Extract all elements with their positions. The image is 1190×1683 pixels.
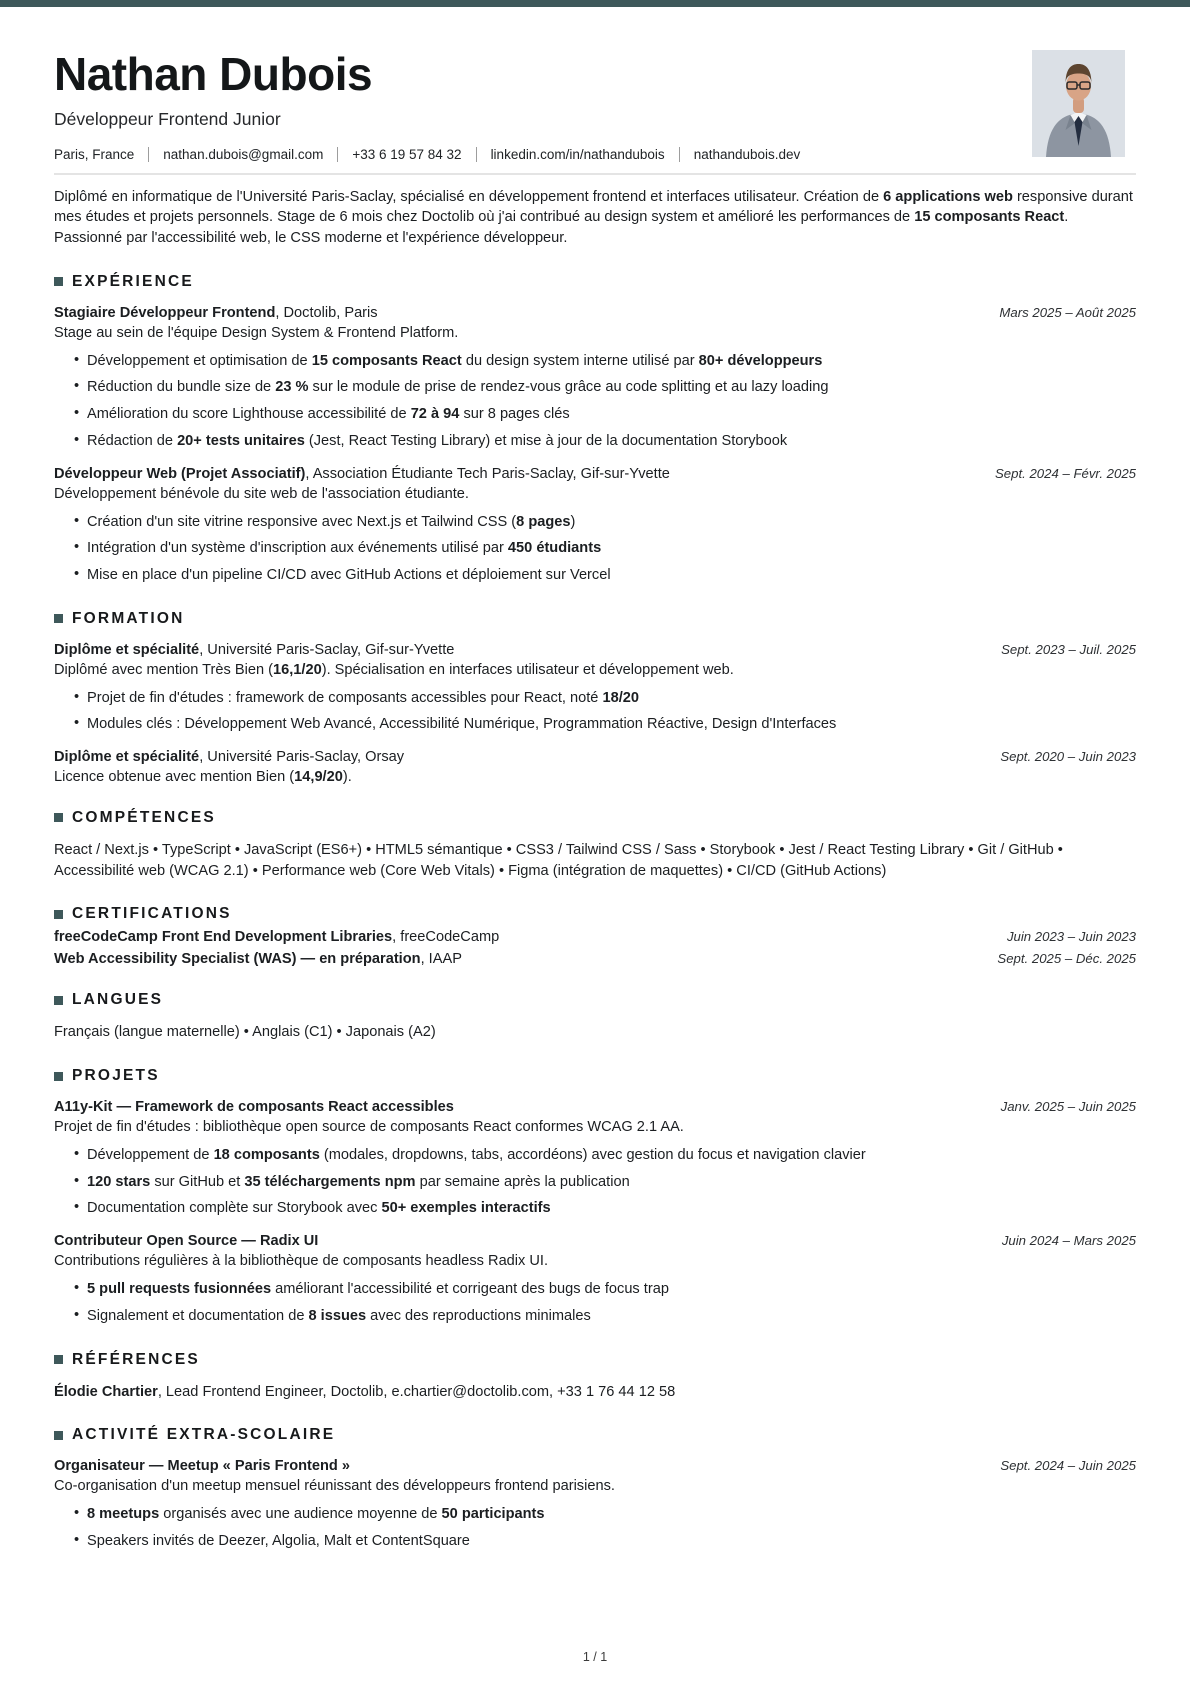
bold-text: Élodie Chartier xyxy=(54,1383,158,1400)
entry-header-row xyxy=(54,305,1136,321)
entry-bullet-list xyxy=(54,352,1136,452)
bold-text: 15 composants React xyxy=(914,209,1065,226)
text: , Université Paris-Saclay, Gif-sur-Yvette xyxy=(199,641,455,658)
bold-text: 18 composants xyxy=(213,1147,320,1164)
entry-subtitle xyxy=(54,325,1136,341)
bold-text: 450 étudiants xyxy=(507,540,602,557)
header-divider xyxy=(54,173,1136,175)
bold-text: 120 stars xyxy=(87,1173,151,1190)
entry-subtitle xyxy=(54,662,1136,678)
bullet-item xyxy=(87,1199,1136,1219)
section-competences xyxy=(54,809,1136,881)
entry xyxy=(54,466,1136,586)
section-langues xyxy=(54,991,1136,1043)
section-marker-icon xyxy=(54,614,63,623)
text: ). Spécialisation en interfaces utilisateur et développement web. xyxy=(321,661,734,678)
text: Rédaction de xyxy=(87,432,178,449)
bold-text: Stagiaire Développeur Frontend xyxy=(54,304,276,321)
text: Français (langue maternelle) • Anglais (C1) • Japonais (A2) xyxy=(54,1024,436,1041)
bold-text: Diplôme et spécialité xyxy=(54,748,200,765)
section-projets xyxy=(54,1067,1136,1326)
entry-subtitle xyxy=(54,769,1136,785)
entry xyxy=(54,749,1136,785)
entry-title xyxy=(54,1458,350,1474)
section-marker-icon xyxy=(54,1072,63,1081)
bullet-item xyxy=(87,1280,1136,1300)
entry-header-row xyxy=(54,749,1136,765)
text: Développement de xyxy=(87,1147,214,1164)
bullet-item xyxy=(87,715,1136,735)
contact-item: nathandubois.dev xyxy=(693,146,801,162)
section-title: EXPÉRIENCE xyxy=(72,272,194,290)
text: Modules clés : Développement Web Avancé, Accessibilité Numérique, Programmation Réactive, Design d'Interfaces xyxy=(87,716,837,733)
section-title: LANGUES xyxy=(72,991,164,1009)
text: (modales, dropdowns, tabs, accordéons) avec gestion du focus et navigation clavier xyxy=(319,1147,866,1164)
entry xyxy=(54,305,1136,452)
text: Diplômé en informatique de l'Université Paris-Saclay, spécialisé en développement frontend et interfaces utilisateur. Création de xyxy=(54,188,884,205)
bold-text: freeCodeCamp Front End Development Libraries xyxy=(54,929,393,946)
entry-title xyxy=(54,929,499,945)
face-shape xyxy=(1066,72,1091,101)
section-references xyxy=(54,1351,1136,1403)
entry-bullet-list xyxy=(54,1280,1136,1326)
entry xyxy=(54,1233,1136,1326)
contact-item: +33 6 19 57 84 32 xyxy=(352,146,462,162)
entry-date: Mars 2025 – Août 2025 xyxy=(999,304,1136,320)
text: organisés avec une audience moyenne de xyxy=(159,1506,442,1523)
bold-text: Web Accessibility Specialist (WAS) — en préparation xyxy=(54,951,421,968)
entry-date: Juin 2024 – Mars 2025 xyxy=(1001,1233,1136,1249)
entry-subtitle xyxy=(54,1253,1136,1269)
profile-photo xyxy=(1032,50,1125,157)
text: Développement et optimisation de xyxy=(87,352,312,369)
bullet-item xyxy=(87,378,1136,398)
section-experience xyxy=(54,273,1136,586)
entry xyxy=(54,642,1136,735)
bold-text: 15 composants React xyxy=(311,352,462,369)
bullet-item xyxy=(87,432,1136,452)
text: Licence obtenue avec mention Bien ( xyxy=(54,768,295,785)
entry-title xyxy=(54,305,378,321)
entry-date: Sept. 2024 – Juin 2025 xyxy=(1000,1458,1136,1474)
bold-text: 8 meetups xyxy=(87,1506,160,1523)
bullet-item xyxy=(87,539,1136,559)
text: Projet de fin d'études : bibliothèque open source de composants React conformes WCAG 2.1 AA. xyxy=(54,1119,684,1136)
bold-text: 5 pull requests fusionnées xyxy=(87,1281,272,1298)
section-marker-icon xyxy=(54,1355,63,1364)
entry xyxy=(54,951,1136,967)
bold-text: 8 issues xyxy=(308,1307,367,1324)
entry-date: Janv. 2025 – Juin 2025 xyxy=(1000,1099,1136,1115)
bold-text: 14,9/20 xyxy=(294,768,343,785)
section-title: CERTIFICATIONS xyxy=(72,905,232,923)
entry-header-row xyxy=(54,929,1136,945)
entry-title xyxy=(54,1233,318,1249)
section-certifications xyxy=(54,905,1136,967)
entry-header-row xyxy=(54,1099,1136,1115)
text: , Doctolib, Paris xyxy=(275,304,378,321)
person-name: Nathan Dubois xyxy=(54,48,373,100)
section-title: COMPÉTENCES xyxy=(72,808,216,826)
contact-item: linkedin.com/in/nathandubois xyxy=(490,146,665,162)
text: ) xyxy=(570,513,576,530)
bullet-item xyxy=(87,1173,1136,1193)
text: . Passionné par l'accessibilité web, le CSS moderne et l'expérience développeur. xyxy=(54,209,1069,247)
text: ). xyxy=(342,768,352,785)
entry-title xyxy=(54,642,454,658)
section-heading xyxy=(54,273,1136,291)
contact-row xyxy=(54,147,1136,162)
section-title: ACTIVITÉ EXTRA-SCOLAIRE xyxy=(72,1426,336,1444)
contact-separator xyxy=(476,147,477,162)
text: , Université Paris-Saclay, Orsay xyxy=(199,748,405,765)
bullet-item xyxy=(87,513,1136,533)
job-title: Développeur Frontend Junior xyxy=(54,108,281,129)
bold-text: 80+ développeurs xyxy=(698,352,823,369)
entry xyxy=(54,929,1136,945)
entry-header-row xyxy=(54,1458,1136,1474)
text: , freeCodeCamp xyxy=(392,929,500,946)
bold-text: 72 à 94 xyxy=(410,406,460,423)
entry-date: Juin 2023 – Juin 2023 xyxy=(1006,929,1136,945)
text: Intégration d'un système d'inscription aux événements utilisé par xyxy=(87,540,508,557)
section-activite-extra-scolaire xyxy=(54,1426,1136,1551)
top-accent-bar xyxy=(0,0,1190,7)
text: responsive durant mes études et projets personnels. Stage de 6 mois chez Doctolib où j'ai contribué au design system et amélioré les performances de xyxy=(54,188,1133,226)
section-marker-icon xyxy=(54,1431,63,1440)
text: Contributions régulières à la bibliothèque de composants headless Radix UI. xyxy=(54,1253,549,1270)
bold-text: 50+ exemples interactifs xyxy=(381,1200,551,1217)
section-title: RÉFÉRENCES xyxy=(72,1350,200,1368)
bold-text: 8 pages xyxy=(516,513,571,530)
entry-date: Sept. 2024 – Févr. 2025 xyxy=(994,465,1136,481)
entry-title xyxy=(54,466,670,482)
section-text xyxy=(54,1382,1136,1403)
entry-bullet-list xyxy=(54,1505,1136,1551)
entry-bullet-list xyxy=(54,513,1136,586)
bold-text: Organisateur — Meetup « Paris Frontend » xyxy=(54,1458,350,1475)
entry-header-row xyxy=(54,951,1136,967)
contact-separator xyxy=(148,147,149,162)
contact-separator xyxy=(679,147,680,162)
bold-text: 20+ tests unitaires xyxy=(177,432,305,449)
bullet-item xyxy=(87,689,1136,709)
entry-title xyxy=(54,1099,454,1115)
bullet-item xyxy=(87,566,1136,586)
text: Diplômé avec mention Très Bien ( xyxy=(54,661,273,678)
bold-text: 50 participants xyxy=(441,1506,545,1523)
entry-bullet-list xyxy=(54,689,1136,735)
section-formation xyxy=(54,610,1136,785)
contact-item: Paris, France xyxy=(54,146,135,162)
section-marker-icon xyxy=(54,996,63,1005)
entry-header-row xyxy=(54,466,1136,482)
text: Signalement et documentation de xyxy=(87,1307,309,1324)
bold-text: 16,1/20 xyxy=(273,661,322,678)
section-text xyxy=(54,840,1136,881)
resume-page xyxy=(54,7,1136,1552)
bold-text: 6 applications web xyxy=(883,188,1013,205)
entry-subtitle xyxy=(54,486,1136,502)
bullet-item xyxy=(87,405,1136,425)
text: Speakers invités de Deezer, Algolia, Malt et ContentSquare xyxy=(87,1532,470,1549)
text: Mise en place d'un pipeline CI/CD avec GitHub Actions et déploiement sur Vercel xyxy=(87,566,611,583)
section-marker-icon xyxy=(54,277,63,286)
bullet-item xyxy=(87,352,1136,372)
entry-date: Sept. 2020 – Juin 2023 xyxy=(1000,748,1136,764)
text: , Lead Frontend Engineer, Doctolib, e.chartier@doctolib.com, +33 1 76 44 12 58 xyxy=(157,1383,676,1400)
entry-title xyxy=(54,749,404,765)
bold-text: Développeur Web (Projet Associatif) xyxy=(54,465,306,482)
section-heading xyxy=(54,610,1136,628)
sections-container xyxy=(54,273,1136,1552)
entry-subtitle xyxy=(54,1119,1136,1135)
text: Co-organisation d'un meetup mensuel réunissant des développeurs frontend parisiens. xyxy=(54,1478,615,1495)
entry-header-row xyxy=(54,1233,1136,1249)
section-marker-icon xyxy=(54,910,63,919)
text: Projet de fin d'études : framework de composants accessibles pour React, noté xyxy=(87,689,603,706)
text: Création d'un site vitrine responsive avec Next.js et Tailwind CSS ( xyxy=(87,513,517,530)
section-heading xyxy=(54,905,1136,923)
text: améliorant l'accessibilité et corrigeant des bugs de focus trap xyxy=(271,1281,669,1298)
text: Développement bénévole du site web de l'association étudiante. xyxy=(54,485,469,502)
entry-title xyxy=(54,951,462,967)
bold-text: 35 téléchargements npm xyxy=(244,1173,416,1190)
section-title: FORMATION xyxy=(72,609,185,627)
section-title: PROJETS xyxy=(72,1067,160,1085)
text: sur le module de prise de rendez-vous grâce au code splitting et au lazy loading xyxy=(308,379,829,396)
bold-text: A11y-Kit — Framework de composants React accessibles xyxy=(54,1099,454,1116)
text: React / Next.js • TypeScript • JavaScript (ES6+) • HTML5 sémantique • CSS3 / Tailwind CSS / Sass • Storybook • Jest / React Testing Library • Git / GitHub • Accessibilité web (WCAG 2.1) • Performance web (Core Web Vitals) • Figma (intégration de maquettes) • CI/CD (GitHub Actions) xyxy=(54,841,1063,879)
entry-date: Sept. 2025 – Déc. 2025 xyxy=(997,951,1136,967)
summary-paragraph xyxy=(54,187,1136,249)
bullet-item xyxy=(87,1307,1136,1327)
bullet-item xyxy=(87,1146,1136,1166)
entry xyxy=(54,1458,1136,1551)
section-heading xyxy=(54,1067,1136,1085)
bold-text: Diplôme et spécialité xyxy=(54,641,200,658)
section-heading xyxy=(54,1351,1136,1369)
text: par semaine après la publication xyxy=(415,1173,630,1190)
text: du design system interne utilisé par xyxy=(461,352,699,369)
page-indicator: 1 / 1 xyxy=(582,1650,608,1664)
bold-text: 23 % xyxy=(275,379,309,396)
entry-subtitle xyxy=(54,1478,1136,1494)
section-heading xyxy=(54,1426,1136,1444)
bold-text: 18/20 xyxy=(602,689,639,706)
text: (Jest, React Testing Library) et mise à jour de la documentation Storybook xyxy=(304,432,788,449)
contact-separator xyxy=(337,147,338,162)
contact-item: nathan.dubois@gmail.com xyxy=(163,146,324,162)
text: Stage au sein de l'équipe Design System & Frontend Platform. xyxy=(54,324,459,341)
text: , IAAP xyxy=(420,951,462,968)
text: sur GitHub et xyxy=(150,1173,245,1190)
entry-bullet-list xyxy=(54,1146,1136,1219)
text: Documentation complète sur Storybook avec xyxy=(87,1200,382,1217)
entry xyxy=(54,1099,1136,1219)
text: Amélioration du score Lighthouse accessibilité de xyxy=(87,406,411,423)
section-heading xyxy=(54,991,1136,1009)
text: avec des reproductions minimales xyxy=(366,1307,591,1324)
bold-text: Contributeur Open Source — Radix UI xyxy=(54,1233,319,1250)
entry-header-row xyxy=(54,642,1136,658)
text: , Association Étudiante Tech Paris-Saclay, Gif-sur-Yvette xyxy=(305,465,670,482)
section-text xyxy=(54,1022,1136,1043)
text: Réduction du bundle size de xyxy=(87,379,276,396)
section-heading xyxy=(54,809,1136,827)
section-marker-icon xyxy=(54,813,63,822)
entry-date: Sept. 2023 – Juil. 2025 xyxy=(1001,641,1136,657)
text: sur 8 pages clés xyxy=(459,406,570,423)
bullet-item xyxy=(87,1532,1136,1552)
bullet-item xyxy=(87,1505,1136,1525)
